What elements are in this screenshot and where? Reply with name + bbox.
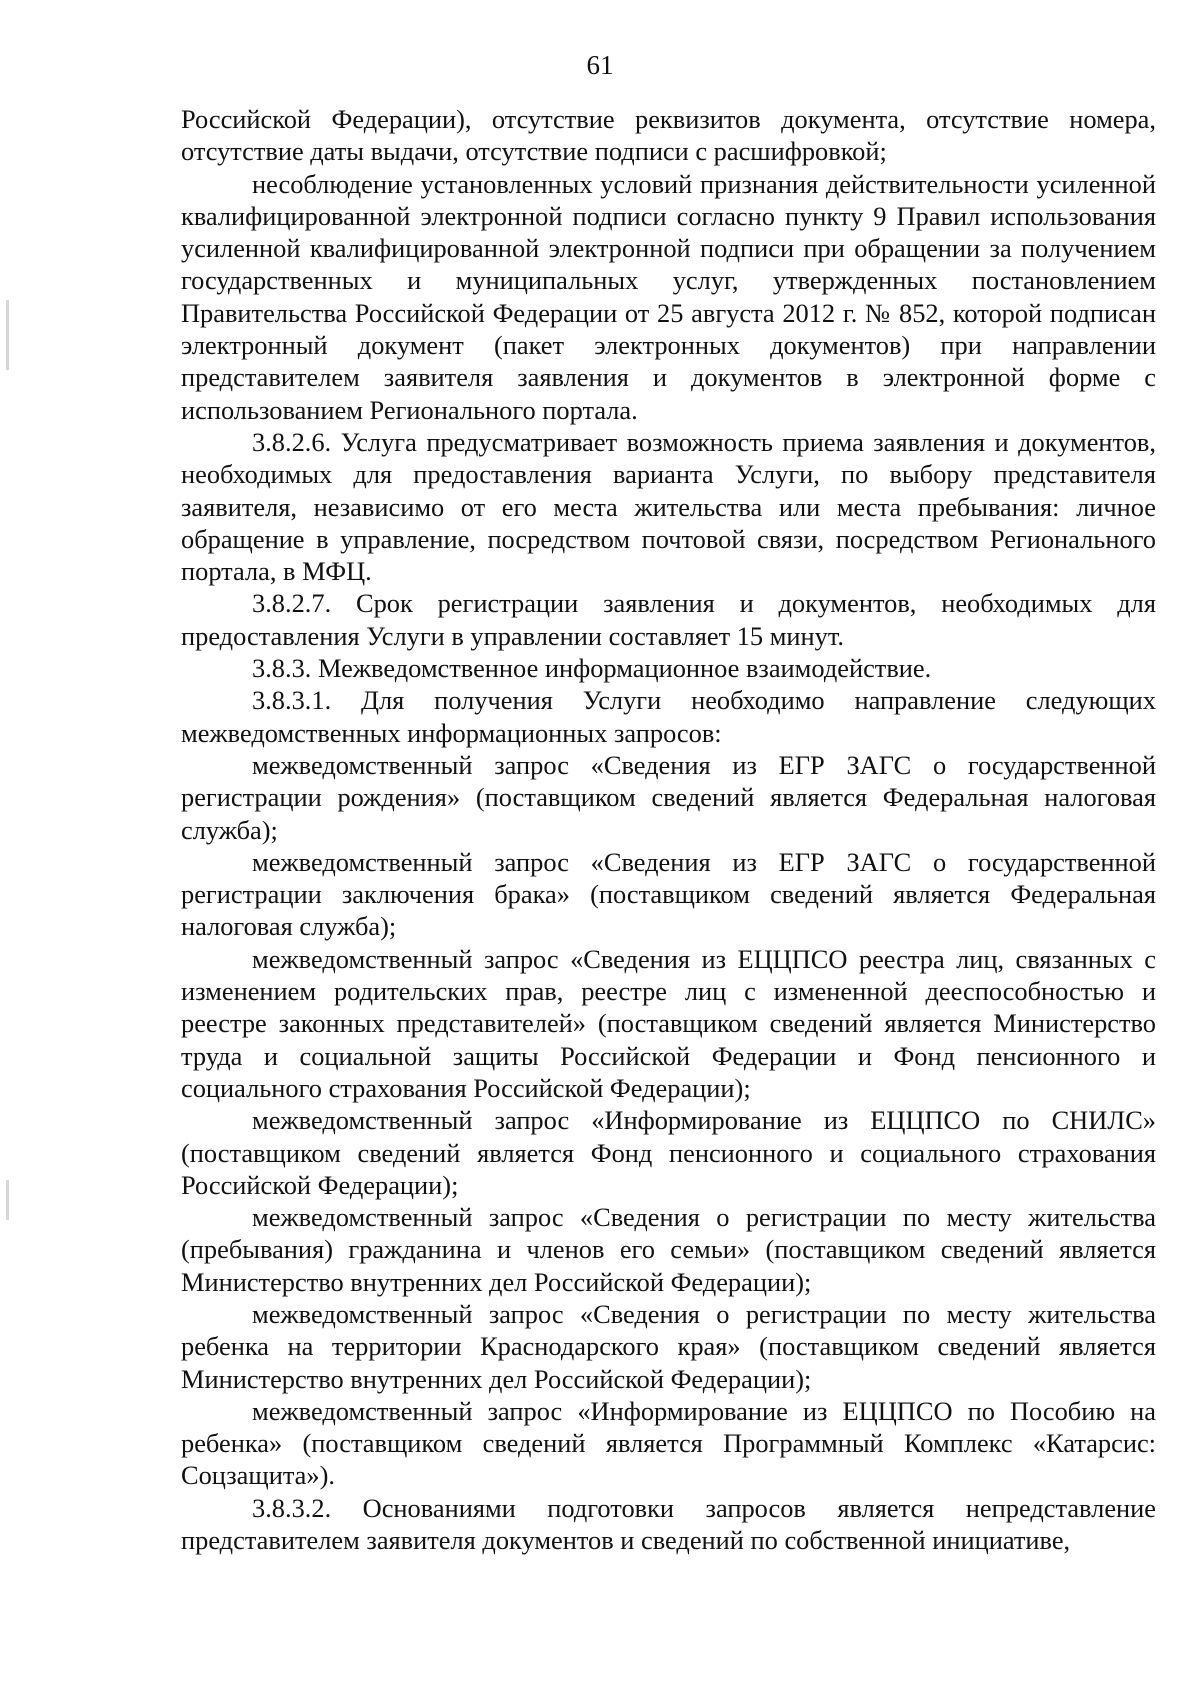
paragraph: 3.8.3.1. Для получения Услуги необходимо направление следующих межведомственных информационных запросов: [181,685,1156,748]
scan-edge-mark [6,1180,9,1220]
paragraph: 3.8.2.6. Услуга предусматривает возможность приема заявления и документов, необходимых для предоставления варианта Услуги, по выбору представителя заявителя, независимо от его места жительства или места пребывания: личное обращение в управление, посредством почтовой связи, посредством Регионального портала, в МФЦ. [181,426,1156,587]
paragraph: межведомственный запрос «Сведения о регистрации по месту жительства ребенка на территории Краснодарского края» (поставщиком сведений является Министерство внутренних дел Российской Федерации); [181,1298,1156,1394]
paragraph: межведомственный запрос «Сведения из ЕГР ЗАГС о государственной регистрации рождения» (поставщиком сведений является Федеральная налоговая служба); [181,749,1156,845]
page-number: 61 [586,50,614,80]
paragraph: межведомственный запрос «Сведения о регистрации по месту жительства (пребывания) гражданина и членов его семьи» (поставщиком сведений является Министерство внутренних дел Российской Федерации); [181,1202,1156,1297]
paragraph: 3.8.3.2. Основаниями подготовки запросов является непредставление представителем заявителя документов и сведений по собственной инициативе, [181,1492,1156,1556]
paragraph: межведомственный запрос «Сведения из ЕГР ЗАГС о государственной регистрации заключения брака» (поставщиком сведений является Федеральная налоговая служба); [181,846,1156,942]
paragraph: 3.8.3. Межведомственное информационное взаимодействие. [252,653,932,684]
paragraph: межведомственный запрос «Информирование из ЕЦЦПСО по Пособию на ребенка» (поставщиком сведений является Программный Комплекс «Катарсис: Соцзащита»). [181,1395,1156,1491]
paragraph: Российской Федерации), отсутствие реквизитов документа, отсутствие номера, отсутствие даты выдачи, отсутствие подписи с расшифровкой; [181,104,1156,167]
paragraph: 3.8.2.7. Срок регистрации заявления и документов, необходимых для предоставления Услуги в управлении составляет 15 минут. [181,588,1156,651]
scan-edge-mark [6,300,9,370]
paragraph: межведомственный запрос «Информирование из ЕЦЦПСО по СНИЛС» (поставщиком сведений является Фонд пенсионного и социального страхования Российской Федерации); [181,1105,1156,1200]
paragraph: несоблюдение установленных условий признания действительности усиленной квалифицированной электронной подписи согласно пункту 9 Правил использования усиленной квалифицированной электронной подписи при обращении за получением государственных и муниципальных услуг, утвержденных постановлением Правительства Российской Федерации от 25 августа 2012 г. № 852, которой подписан электронный документ (пакет электронных документов) при направлении представителем заявителя заявления и документов в электронной форме с использованием Регионального портала. [181,168,1156,425]
document-body [181,103,1156,1556]
paragraph: межведомственный запрос «Сведения из ЕЦЦПСО реестра лиц, связанных с изменением родительских прав, реестре лиц с измененной дееспособностью и реестре законных представителей» (поставщиком сведений является Министерство труда и социальной защиты Российской Федерации и Фонд пенсионного и социального страхования Российской Федерации); [181,943,1156,1103]
